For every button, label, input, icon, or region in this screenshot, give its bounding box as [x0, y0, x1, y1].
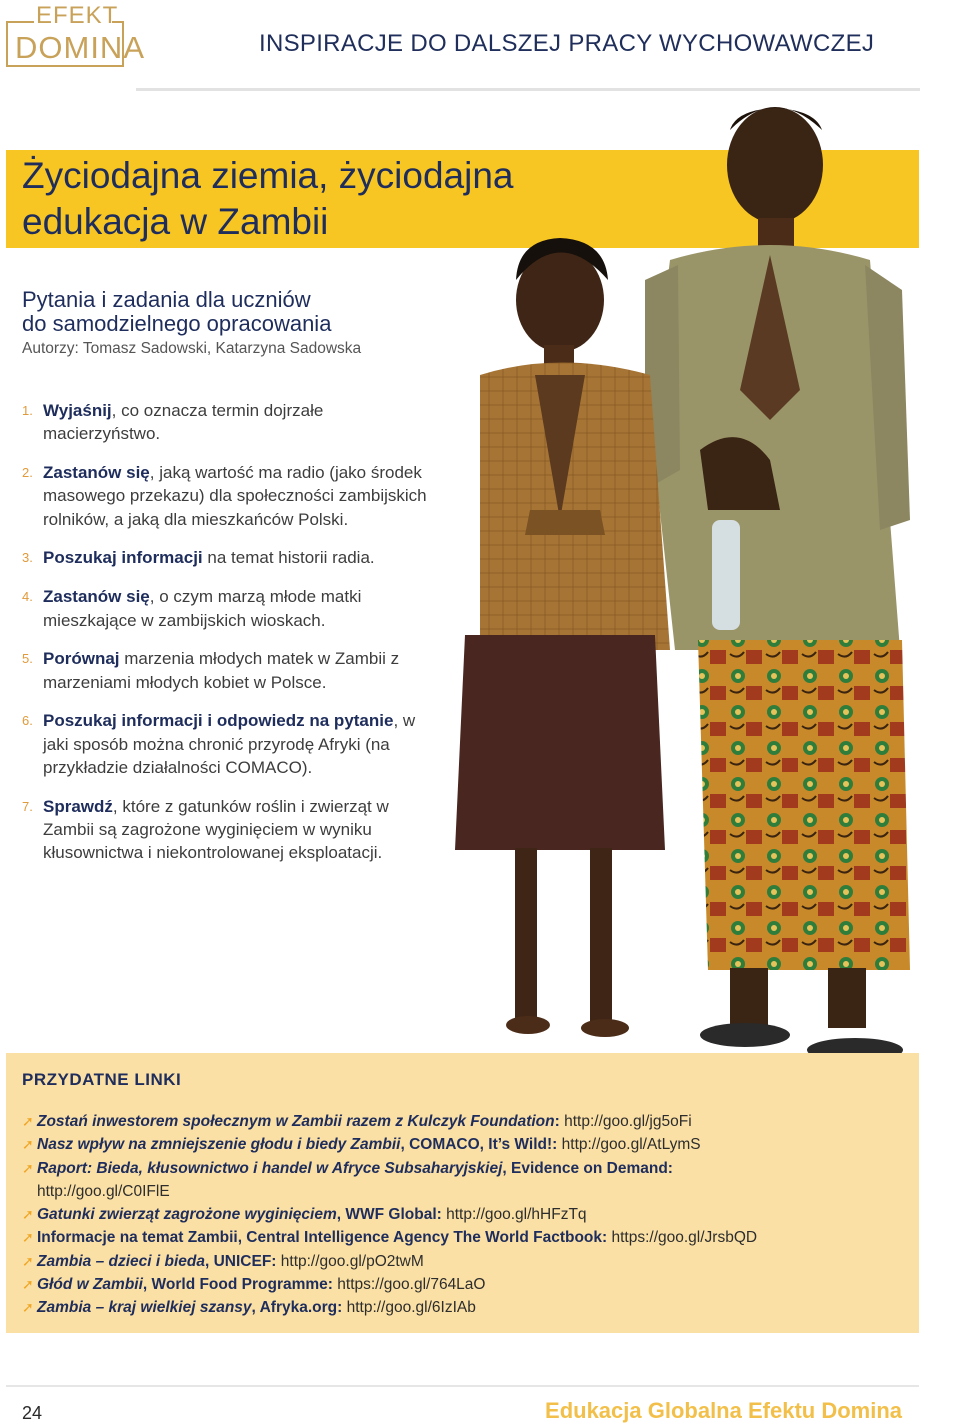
footer-divider [6, 1385, 919, 1387]
link-item [22, 1296, 912, 1319]
link-title: Zambia – dzieci i bieda [37, 1252, 205, 1270]
link-title: Raport: Bieda, kłusownictwo i handel w Afryce Subsaharyjskiej [37, 1159, 503, 1177]
link-url[interactable]: http://goo.gl/hHFzTq [446, 1206, 587, 1224]
question-item [22, 546, 442, 569]
link-item [22, 1226, 912, 1249]
logo-line2: DOMINA [15, 30, 145, 65]
link-item [22, 1157, 912, 1204]
question-number: 7. [22, 798, 33, 814]
link-title: Zambia – kraj wielkiej szansy [37, 1299, 252, 1317]
link-url[interactable]: https://goo.gl/JrsbQD [611, 1229, 758, 1247]
question-item [22, 585, 442, 632]
link-item [22, 1203, 912, 1226]
question-text: , w jaki sposób można chronić przyrodę Afryki (na przykładzie działalności COMACO). [43, 711, 416, 778]
link-url[interactable]: http://goo.gl/pO2twM [280, 1252, 424, 1270]
link-url[interactable]: http://goo.gl/AtLymS [561, 1136, 701, 1154]
arrow-icon: ➚ [22, 1252, 34, 1269]
question-verb: Wyjaśnij [43, 401, 112, 420]
page-title-line2: edukacja w Zambii [22, 201, 329, 242]
question-item [22, 461, 442, 531]
question-verb: Zastanów się [43, 587, 150, 607]
link-title: Nasz wpływ na zmniejszenie głodu i biedy Zambii [37, 1136, 401, 1154]
arrow-icon: ➚ [22, 1276, 34, 1293]
question-text: , które z gatunków roślin i zwierząt w Zambii są zagrożone wyginięciem w wyniku kłusownictwa i niekontrolowanej eksploatacji. [43, 796, 389, 863]
question-text: , co oznacza termin dojrzałe macierzyństwo. [43, 401, 324, 444]
link-source: , COMACO, It’s Wild!: [400, 1136, 558, 1154]
question-verb: Poszukaj informacji i odpowiedz na pytanie [43, 711, 394, 731]
link-source: : [554, 1113, 560, 1130]
link-url[interactable]: http://goo.gl/6IzIAb [346, 1299, 476, 1317]
question-text: marzenia młodych matek w Zambii z marzeniami młodych kobiet w Polsce. [43, 649, 400, 692]
link-item [22, 1250, 912, 1273]
link-item [22, 1110, 912, 1133]
question-text: , o czym marzą młode matki mieszkające w zambijskich wioskach. [43, 587, 362, 630]
header-title: INSPIRACJE DO DALSZEJ PRACY WYCHOWAWCZEJ [259, 30, 875, 57]
question-verb: Poszukaj informacji [43, 548, 203, 568]
link-source: , WWF Global: [336, 1206, 442, 1224]
link-title: Zostań inwestorem społecznym w Zambii razem z Kulczyk Foundation [37, 1113, 555, 1130]
question-number: 2. [22, 465, 33, 481]
arrow-icon: ➚ [22, 1113, 34, 1129]
arrow-icon: ➚ [22, 1299, 34, 1316]
question-number: 3. [22, 550, 33, 566]
useful-links-heading: PRZYDATNE LINKI [22, 1070, 182, 1089]
link-source: , Evidence on Demand: [502, 1159, 673, 1177]
question-item [22, 795, 442, 865]
subtitle-line1: Pytania i zadania dla uczniów [22, 287, 311, 312]
question-list [22, 399, 442, 880]
question-number: 6. [22, 713, 33, 729]
link-title: Głód w Zambii [37, 1276, 143, 1294]
question-verb: Zastanów się [43, 463, 150, 483]
page-title-line1: Życiodajna ziemia, życiodajna [22, 155, 514, 196]
link-source: , UNICEF: [204, 1252, 277, 1270]
question-verb: Porównaj [43, 649, 120, 669]
link-source: , World Food Programme: [142, 1276, 333, 1294]
link-url[interactable]: http://goo.gl/C0IFlE [37, 1182, 170, 1200]
link-item [22, 1273, 912, 1296]
link-title: Gatunki zwierząt zagrożone wyginięciem [37, 1206, 337, 1224]
arrow-icon: ➚ [22, 1136, 34, 1153]
arrow-icon: ➚ [22, 1229, 34, 1246]
authors: Autorzy: Tomasz Sadowski, Katarzyna Sadowska [22, 340, 362, 357]
link-source: Informacje na temat Zambii, Central Intelligence Agency The World Factbook: [37, 1229, 608, 1247]
arrow-icon: ➚ [22, 1159, 34, 1176]
link-item [22, 1133, 912, 1156]
useful-links-list [22, 1110, 912, 1320]
question-number: 5. [22, 651, 33, 667]
question-number: 4. [22, 589, 33, 605]
logo-line1: EFEKT [36, 2, 119, 29]
page-number: 24 [22, 1403, 43, 1423]
link-url[interactable]: http://goo.gl/jg5oFi [564, 1113, 692, 1130]
question-verb: Sprawdź [43, 796, 113, 816]
question-number: 1. [22, 403, 33, 418]
question-item [22, 399, 442, 446]
question-item [22, 647, 442, 694]
question-text: na temat historii radia. [202, 548, 375, 568]
link-url[interactable]: https://goo.gl/764LaO [337, 1276, 486, 1294]
subtitle [22, 288, 442, 336]
efekt-domina-logo [6, 2, 145, 68]
question-text: , jaką wartość ma radio (jako środek masowego przekazu) dla społeczności zambijskich rolników, a jaką dla mieszkańców Polski. [43, 463, 427, 529]
footer-brand: Edukacja Globalna Efektu Domina [545, 1398, 902, 1423]
arrow-icon: ➚ [22, 1206, 34, 1223]
link-source: , Afryka.org: [251, 1299, 343, 1317]
question-item [22, 709, 442, 779]
subtitle-line2: do samodzielnego opracowania [22, 311, 332, 336]
photo-two-girls [440, 90, 960, 1080]
